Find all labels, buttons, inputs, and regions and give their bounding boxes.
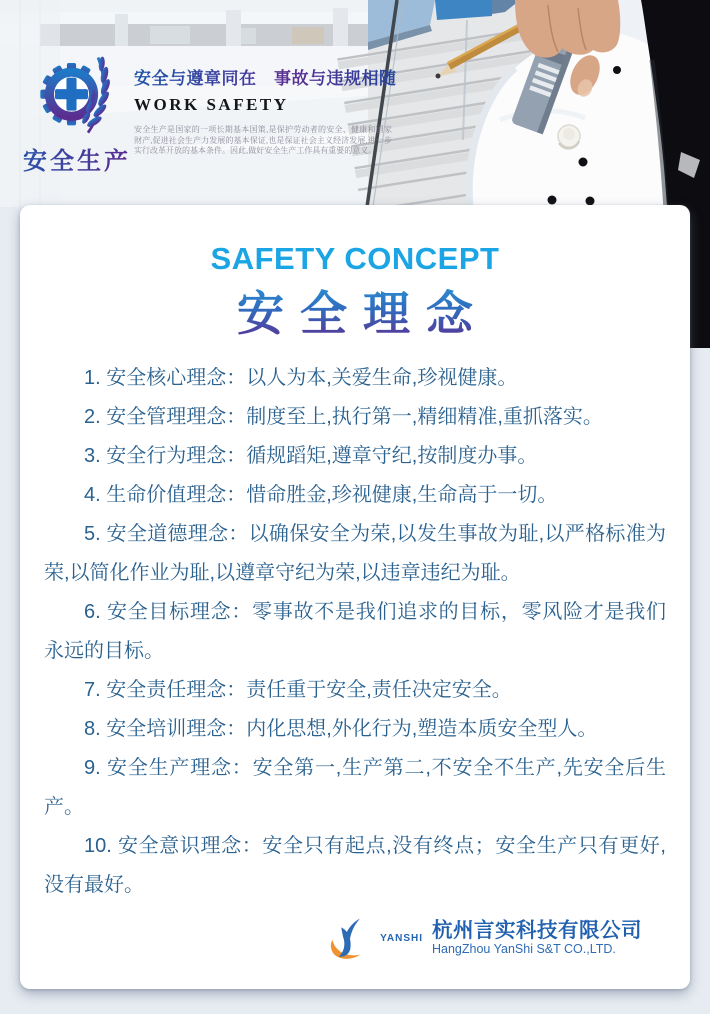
list-item: 4. 生命价值理念：惜命胜金,珍视健康,生命高于一切。 — [84, 484, 558, 506]
gear-cross-wheat-icon — [33, 52, 121, 140]
company-name-chinese: 杭州言实科技有限公司 — [432, 918, 642, 942]
list-item: 9. 安全生产理念：安全第一,生产第二,不安全不生产,先安全后生产。 — [44, 757, 666, 818]
safety-concept-list — [44, 359, 666, 905]
list-item: 7. 安全责任理念：责任重于安全,责任决定安全。 — [84, 679, 512, 701]
slogan-text: 安全与遵章同在 事故与违规相随 — [134, 64, 397, 89]
logo-text: 安全生产 — [23, 141, 131, 176]
title-chinese: 安全理念 — [20, 277, 690, 344]
company-name-english: HangZhou YanShi S&T CO.,LTD. — [432, 942, 616, 956]
header-description: 安全生产是国家的一项长期基本国策,是保护劳动者的安全、健康和国家财产,促进社会生产力发展的基本保证,也是保证社会主义经济发展,进一步实行改革开放的基本条件。因此,做好安全生产工作具有重要的意义。 — [134, 125, 392, 155]
company-name-block — [432, 918, 642, 956]
list-item: 3. 安全行为理念：循规蹈矩,遵章守纪,按制度办事。 — [84, 445, 538, 467]
title-english: SAFETY CONCEPT — [210, 241, 500, 276]
list-item: 2. 安全管理理念：制度至上,执行第一,精细精准,重抓落实。 — [84, 406, 603, 428]
company-footer — [329, 915, 642, 961]
list-item: 10. 安全意识理念：安全只有起点,没有终点；安全生产只有更好,没有最好。 — [44, 835, 666, 896]
yanshi-logo-name: YANSHI — [380, 932, 423, 944]
list-item: 1. 安全核心理念：以人为本,关爱生命,珍视健康。 — [84, 367, 518, 389]
header — [0, 0, 420, 207]
list-item: 6. 安全目标理念：零事故不是我们追求的目标，零风险才是我们永远的目标。 — [44, 601, 666, 662]
yanshi-swoosh-icon — [329, 915, 375, 961]
header-slogans — [134, 64, 402, 157]
work-safety-subtitle: WORK SAFETY — [134, 95, 289, 114]
list-item: 5. 安全道德理念：以确保安全为荣,以发生事故为耻,以严格标准为荣,以简化作业为耻,以遵章守纪为荣,以违章违纪为耻。 — [44, 523, 666, 584]
work-safety-logo — [22, 52, 132, 176]
content-card — [20, 205, 690, 989]
list-item: 8. 安全培训理念：内化思想,外化行为,塑造本质安全型人。 — [84, 718, 598, 740]
